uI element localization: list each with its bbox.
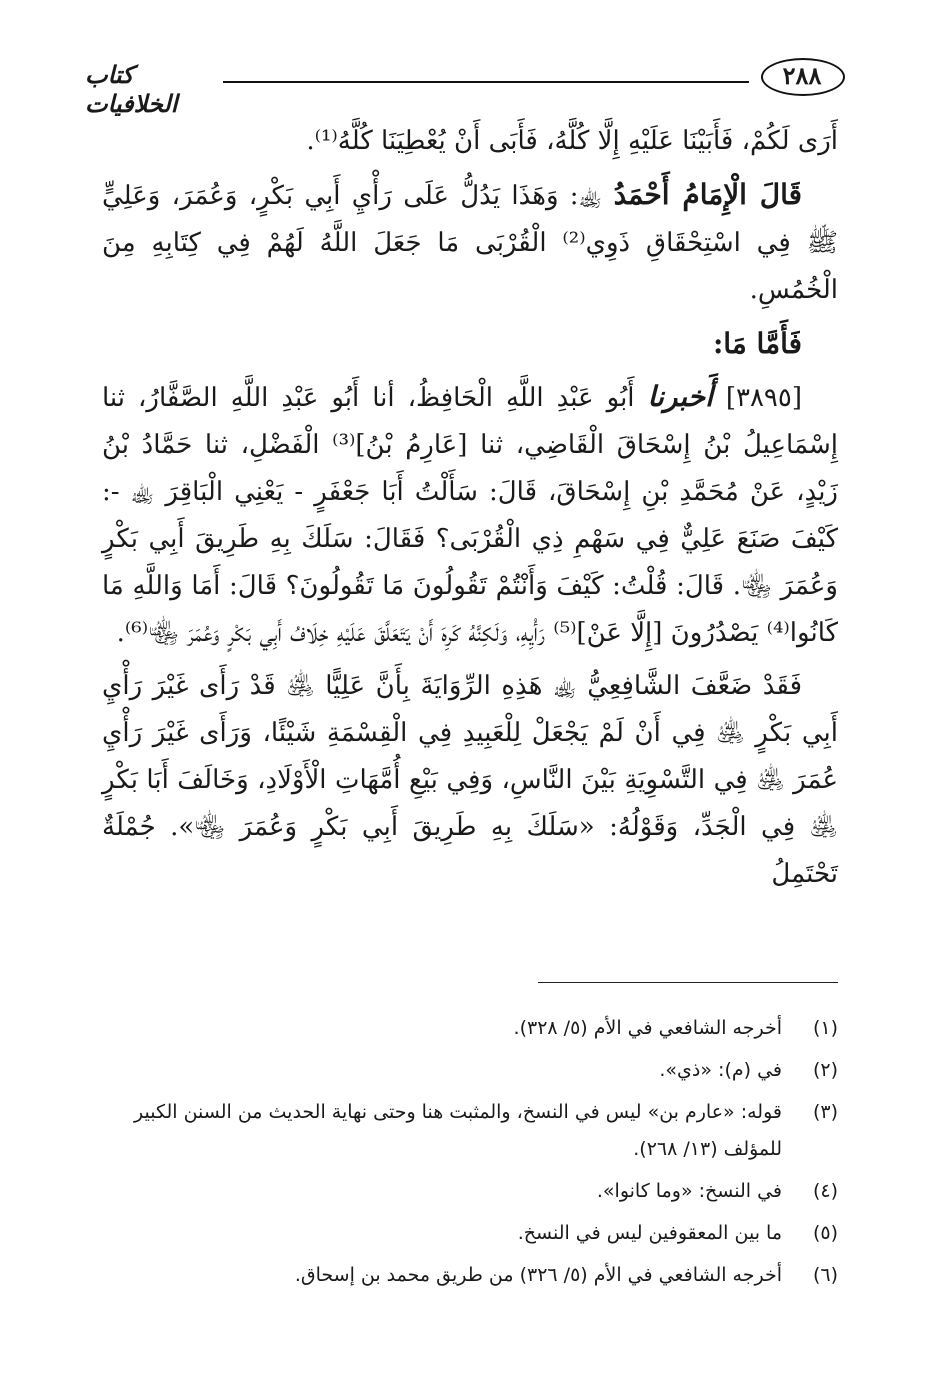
hadith-number: [٣٨٩٥] bbox=[725, 383, 803, 413]
footnote-text: قوله: «عارم بن» ليس في النسخ، والمثبت هنا وحتى نهاية الحديث من السنن الكبير للمؤلف (١٣/ ٢٦٨). bbox=[134, 1101, 782, 1160]
akhbarana-word: أَخبرنا bbox=[647, 380, 713, 413]
imam-lead: قَالَ الْإِمَامُ أَحْمَدُ bbox=[613, 178, 802, 211]
header-rule bbox=[223, 81, 749, 83]
footnote-1 bbox=[102, 1010, 838, 1047]
footnote-text: في النسخ: «وما كانوا». bbox=[596, 1180, 782, 1202]
footnote-text: في (م): «ذي». bbox=[659, 1059, 782, 1081]
footnote-3 bbox=[102, 1094, 838, 1168]
final-paragraph: فَقَدْ ضَعَّفَ الشَّافِعِيُّ ﵀ هَذِهِ الرِّوَايَةَ بِأَنَّ عَلِيًّا ﵁ قَدْ رَأَى غَيْرَ رَأْيِ أَبِي بَكْرٍ ﵁ فِي أَنْ لَمْ يَجْعَلْ لِلْعَبِيدِ فِي الْقِسْمَةِ شَيْئًا، وَرَأَى غَيْرَ رَأْيِ عُمَرَ ﵁ فِي التَّسْوِيَةِ بَيْنَ النَّاسِ، وَفِي بَيْعِ أُمَّهَاتِ الْأَوْلَادِ، وَخَالَفَ أَبَا بَكْرٍ ﵁ فِي الْجَدِّ، وَقَوْلُهُ: «سَلَكَ بِهِ طَرِيقَ أَبِي بَكْرٍ وَعُمَرَ ﵄». جُمْلَةٌ تَحْتَمِلُ bbox=[102, 671, 838, 889]
footnote-text: أخرجه الشافعي في الأم (٥/ ٣٢٦) من طريق محمد بن إسحاق. bbox=[294, 1264, 782, 1286]
footnote-number: (٣) bbox=[812, 1101, 838, 1123]
footnote-number: (٦) bbox=[812, 1264, 838, 1286]
footnote-text: ما بين المعقوفين ليس في النسخ. bbox=[517, 1222, 782, 1244]
imam-paragraph bbox=[102, 171, 838, 314]
page-number-badge bbox=[759, 58, 845, 98]
page-header bbox=[85, 58, 845, 118]
fa-amma-heading: فَأَمَّا مَا: bbox=[712, 327, 802, 360]
hadith-paragraph bbox=[102, 373, 838, 657]
page-number: ٢٨٨ bbox=[782, 61, 822, 90]
main-text bbox=[102, 118, 838, 904]
footnote-separator bbox=[538, 982, 838, 983]
footnote-number: (١) bbox=[812, 1017, 838, 1039]
footnote-number: (٤) bbox=[812, 1180, 838, 1202]
text-line-1: أَرَى لَكُمْ، فَأَبَيْنَا عَلَيْهِ إِلَّا كُلَّهُ، فَأَبَى أَنْ يُعْطِيَنَا كُلَّهُ⁽¹⁾. bbox=[306, 126, 838, 156]
footnote-4 bbox=[102, 1173, 838, 1210]
footnote-2 bbox=[102, 1052, 838, 1089]
book-title: كتاب الخلافيات bbox=[85, 60, 178, 118]
footnote-6 bbox=[102, 1257, 838, 1294]
footnote-5 bbox=[102, 1215, 838, 1252]
imam-text: ﵀: وَهَذَا يَدُلُّ عَلَى رَأْيِ أَبِي بَكْرٍ، وَعُمَرَ، وَعَلِيٍّ ﷺ فِي اسْتِحْقَاقِ ذَوِي⁽²⁾ الْقُرْبَى مَا جَعَلَ اللَّهُ لَهُمْ فِي كِتَابِهِ مِنَ الْخُمُسِ. bbox=[102, 181, 838, 305]
footnote-number: (٥) bbox=[812, 1222, 838, 1244]
footnotes bbox=[102, 1010, 838, 1299]
footnote-text: أخرجه الشافعي في الأم (٥/ ٣٢٨). bbox=[513, 1017, 782, 1039]
footnote-number: (٢) bbox=[812, 1059, 838, 1081]
hadith-text: أَبُو عَبْدِ اللَّهِ الْحَافِظُ، أنا أَبُو عَبْدِ اللَّهِ الصَّفَّارُ، ثنا إِسْمَاعِيلُ بْنُ إِسْحَاقَ الْقَاضِي، ثنا [عَارِمُ بْنُ]⁽³⁾ الْفَضْلِ، ثنا حَمَّادُ بْنُ زَيْدٍ، عَنْ مُحَمَّدِ بْنِ إِسْحَاقَ، قَالَ: سَأَلْتُ أَبَا جَعْفَرٍ - يَعْنِي الْبَاقِرَ ﵀ -: كَيْفَ صَنَعَ عَلِيٌّ فِي سَهْمِ ذِي الْقُرْبَى؟ فَقَالَ: سَلَكَ بِهِ طَرِيقَ أَبِي بَكْرٍ وَعُمَرَ ﵄. قَالَ: قُلْتُ: كَيْفَ وَأَنْتُمْ تَقُولُونَ مَا تَقُولُونَ؟ قَالَ: أَمَا وَاللَّهِ مَا كَانُوا⁽⁴⁾ يَصْدُرُونَ [إِلَّا عَنْ]⁽⁵⁾ رَأْيِهِ، وَلَكِنَّهُ كَرِهَ أَنْ يَتَعَلَّقَ عَلَيْهِ خِلَافُ أَبِي بَكْرٍ وَعُمَرَ ﵄⁽⁶⁾. bbox=[102, 383, 838, 648]
